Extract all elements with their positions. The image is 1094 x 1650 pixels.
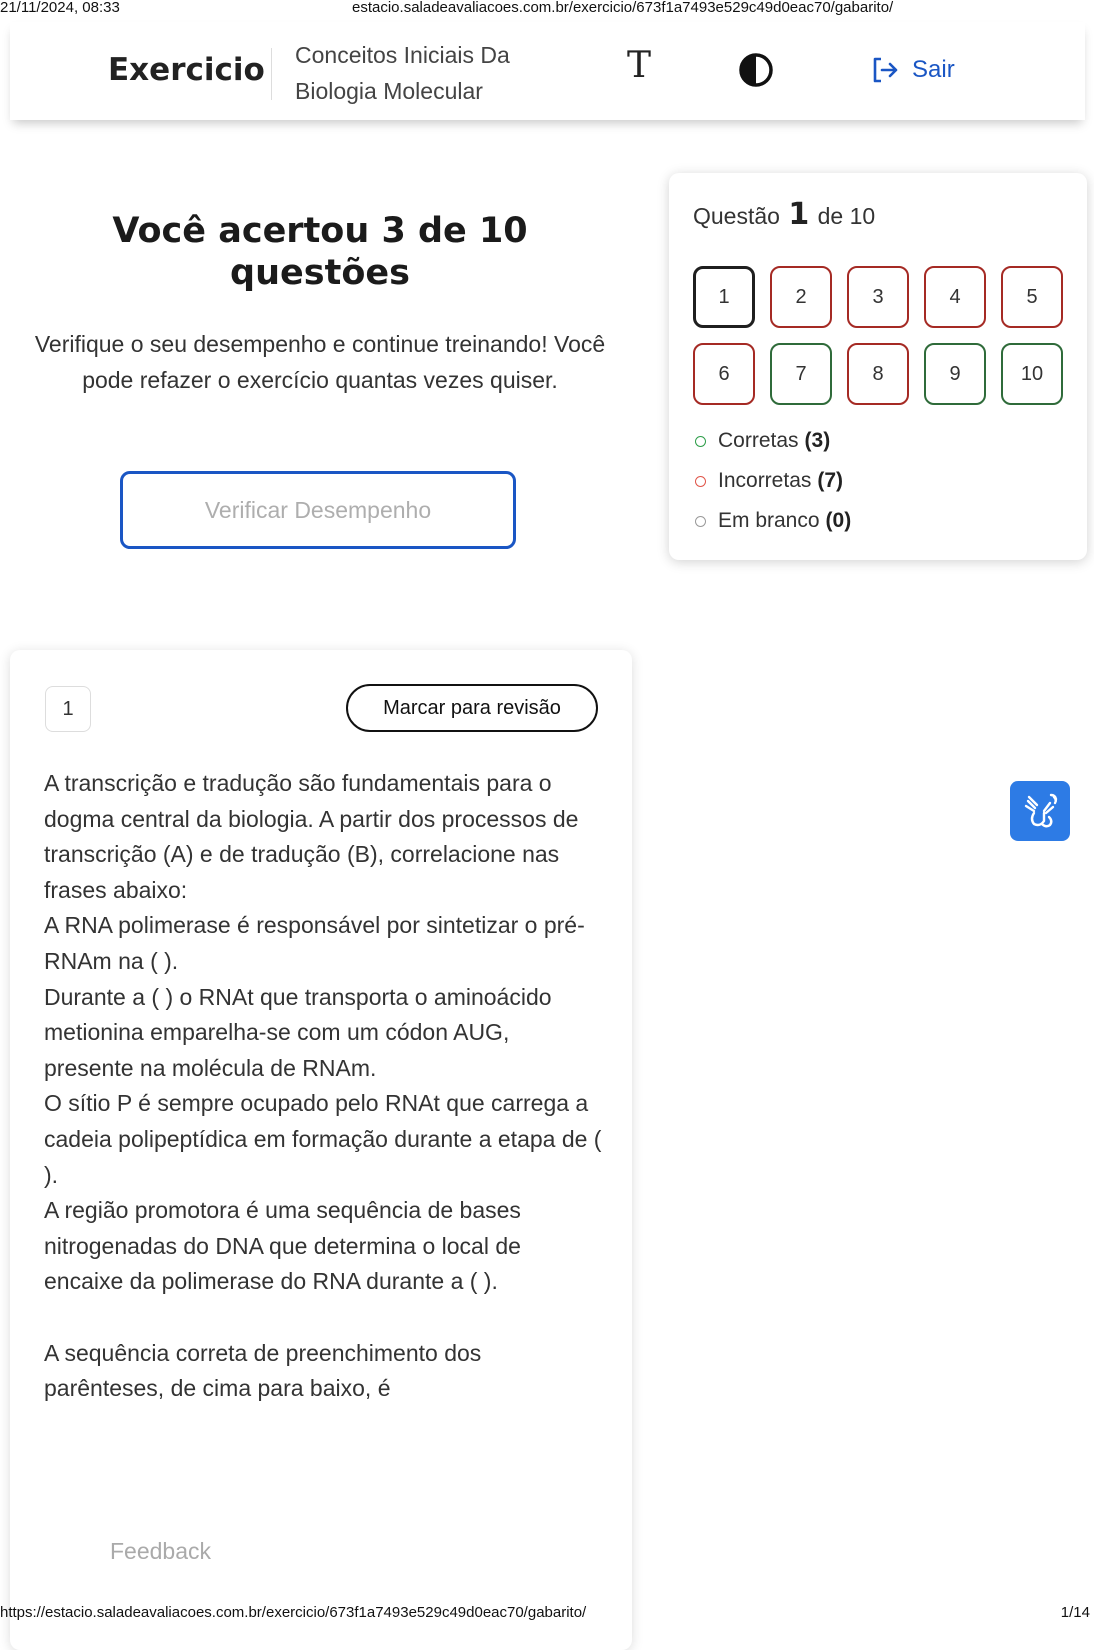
legend-blank-label: Em branco (718, 509, 820, 532)
statement-paragraph: A transcrição e tradução são fundamentais para o dogma central da biologia. A partir dos processos de transcrição (A) e de tradução (B), correlacione nas frases abaixo: (44, 770, 579, 903)
font-size-button[interactable]: T (626, 45, 651, 86)
question-card (10, 650, 632, 1650)
question-grid (693, 266, 1063, 405)
brand-title: Exercicio (108, 52, 265, 88)
legend-correct-label: Corretas (718, 429, 799, 452)
verify-performance-button[interactable]: Verificar Desempenho (120, 471, 516, 549)
question-counter-suffix: de 10 (817, 203, 876, 229)
top-header (10, 22, 1085, 120)
print-page-number: 1/14 (1060, 1604, 1090, 1621)
legend-incorrect-label: Incorretas (718, 469, 812, 492)
question-statement (44, 766, 604, 1407)
legend-incorrect-count: (7) (817, 469, 844, 492)
print-header (0, 0, 1094, 18)
correct-dot-icon (695, 436, 706, 447)
sign-language-button[interactable] (1010, 781, 1070, 841)
subject-title: Conceitos Iniciais Da Biologia Molecular (295, 42, 510, 104)
status-legend (693, 421, 851, 541)
legend-correct (693, 421, 851, 461)
question-number-badge: 1 (45, 686, 91, 732)
statement-paragraph: A região promotora é uma sequência de bases nitrogenadas do DNA que determina o local de encaixe da polimerase do RNA durante a ( ). (44, 1197, 521, 1295)
statement-paragraph: A RNA polimerase é responsável por sintetizar o pré-RNAm na ( ). (44, 912, 585, 974)
question-nav-button[interactable]: 6 (693, 343, 755, 405)
blank-dot-icon (695, 516, 706, 527)
question-navigator (669, 173, 1087, 560)
question-nav-button[interactable]: 9 (924, 343, 986, 405)
statement-paragraph: Durante a ( ) o RNAt que transporta o aminoácido metionina emparelha-se com um códon AUG, presente na molécula de RNAm. (44, 983, 552, 1081)
print-datetime: 21/11/2024, 08:33 (0, 0, 120, 16)
incorrect-dot-icon (695, 476, 706, 487)
question-prompt: A sequência correta de preenchimento dos parênteses, de cima para baixo, é (44, 1339, 482, 1402)
question-nav-button[interactable]: 1 (693, 266, 755, 328)
header-divider (271, 48, 272, 100)
question-nav-button[interactable]: 4 (924, 266, 986, 328)
sign-language-hands-icon (1020, 791, 1060, 831)
question-nav-button[interactable]: 3 (847, 266, 909, 328)
contrast-button[interactable] (738, 52, 774, 88)
result-description: Verifique o seu desempenho e continue treinando! Você pode refazer o exercício quantas vezes quiser. (34, 331, 606, 393)
question-counter (693, 197, 875, 232)
question-nav-button[interactable]: 10 (1001, 343, 1063, 405)
print-footer (0, 1601, 1094, 1623)
print-footer-url: https://estacio.saladeavaliacoes.com.br/exercicio/673f1a7493e529c49d0eac70/gabarito/ (0, 1604, 587, 1621)
legend-blank-count: (0) (825, 509, 852, 532)
legend-incorrect (693, 461, 851, 501)
mark-for-review-button[interactable]: Marcar para revisão (346, 684, 598, 732)
question-nav-button[interactable]: 8 (847, 343, 909, 405)
legend-correct-count: (3) (804, 429, 831, 452)
feedback-label[interactable]: Feedback (110, 1538, 212, 1564)
question-nav-button[interactable]: 5 (1001, 266, 1063, 328)
result-summary (30, 210, 610, 398)
logout-button[interactable] (870, 50, 955, 90)
logout-label: Sair (912, 56, 955, 83)
question-nav-button[interactable]: 7 (770, 343, 832, 405)
logout-icon (870, 55, 900, 85)
question-counter-current: 1 (788, 197, 810, 232)
result-title: Você acertou 3 de 10 questões (112, 211, 528, 293)
question-counter-prefix: Questão (693, 203, 780, 229)
print-url: estacio.saladeavaliacoes.com.br/exercicio/673f1a7493e529c49d0eac70/gabarito/ (352, 0, 894, 16)
statement-paragraph: O sítio P é sempre ocupado pelo RNAt que carrega a cadeia polipeptídica em formação durante a etapa de ( ). (44, 1090, 602, 1188)
contrast-icon (738, 52, 774, 88)
legend-blank (693, 501, 851, 541)
question-nav-button[interactable]: 2 (770, 266, 832, 328)
